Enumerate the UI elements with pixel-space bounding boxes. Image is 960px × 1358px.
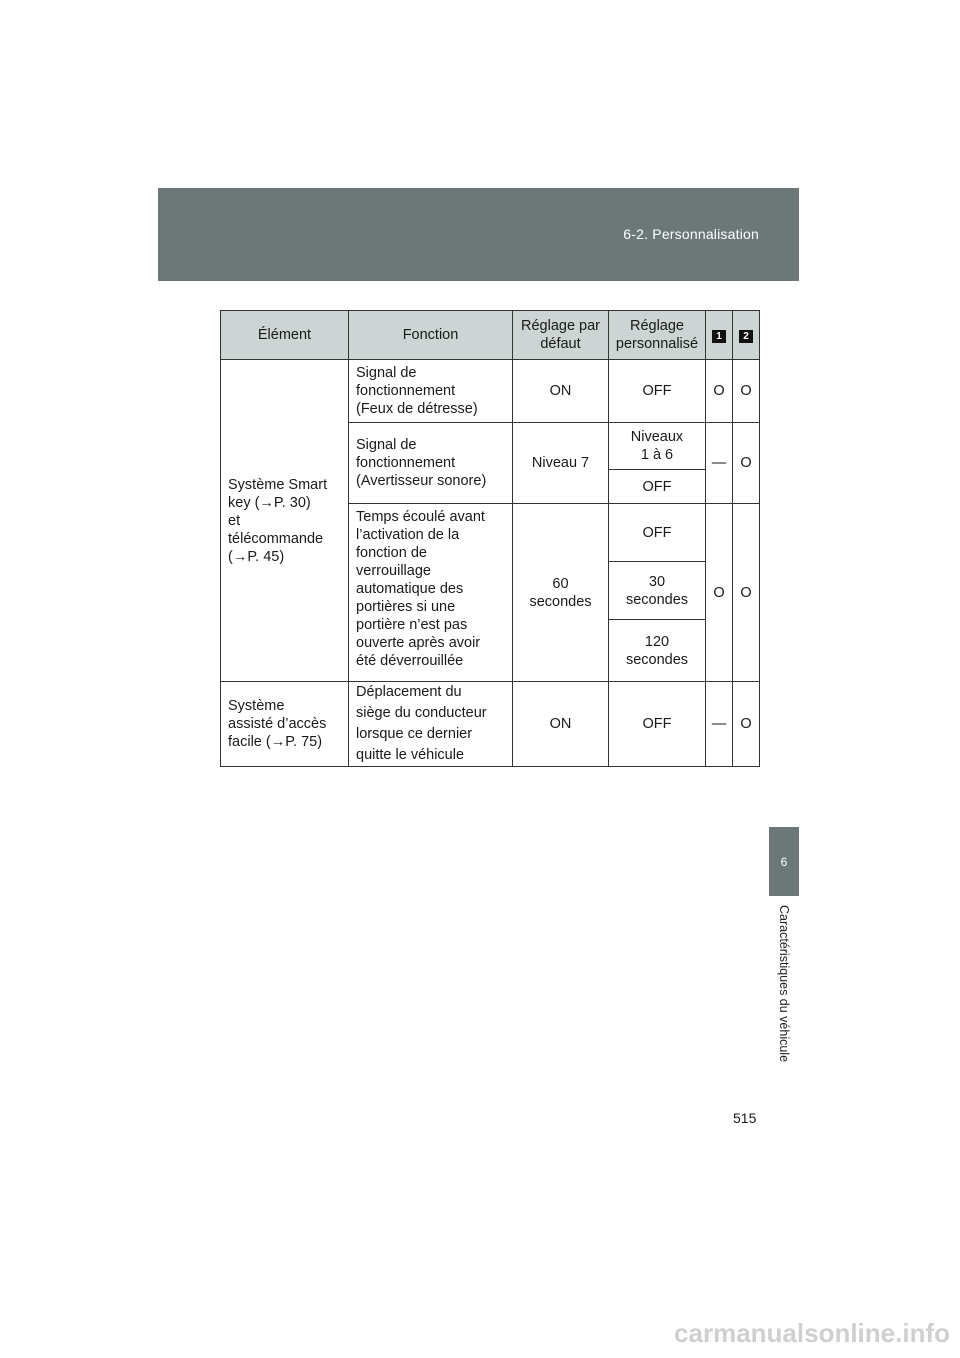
header-default-setting: Réglage par défaut [513, 311, 609, 360]
chapter-number: 6 [780, 854, 788, 869]
custom-cell: OFF [609, 470, 706, 504]
section-title: 6-2. Personnalisation [623, 226, 759, 242]
element-easy-access: Système assisté d’accès facile (→P. 75) [221, 682, 349, 767]
table-row [221, 360, 760, 423]
col1-cell: O [706, 504, 733, 682]
table-row [221, 682, 760, 767]
fonction-cell: Déplacement du siège du conducteur lorsque ce dernier quitte le véhicule [349, 682, 513, 767]
custom-cell: Niveaux 1 à 6 [609, 423, 706, 470]
header-element: Élément [221, 311, 349, 360]
col1-badge: 1 [712, 330, 726, 343]
custom-cell: OFF [609, 360, 706, 423]
col1-cell: — [706, 423, 733, 504]
custom-cell: 120 secondes [609, 620, 706, 682]
customization-table [220, 310, 760, 767]
watermark: carmanualsonline.info [674, 1318, 950, 1348]
custom-cell: OFF [609, 504, 706, 562]
default-cell: 60 secondes [513, 504, 609, 682]
custom-cell: 30 secondes [609, 562, 706, 620]
col2-cell: O [733, 682, 760, 767]
default-cell: ON [513, 360, 609, 423]
col2-cell: O [733, 504, 760, 682]
header-custom-setting: Réglage personnalisé [609, 311, 706, 360]
chapter-tab [769, 827, 799, 896]
chapter-label: Caractéristiques du véhicule [777, 905, 791, 1063]
col1-cell: — [706, 682, 733, 767]
col2-cell: O [733, 360, 760, 423]
element-smart-key: Système Smart key (→P. 30) et télécommande (→P. 45) [221, 360, 349, 682]
fonction-cell: Signal de fonctionnement (Avertisseur sonore) [349, 423, 513, 504]
col2-cell: O [733, 423, 760, 504]
header-band [158, 188, 799, 281]
default-cell: Niveau 7 [513, 423, 609, 504]
header-fonction: Fonction [349, 311, 513, 360]
fonction-cell: Signal de fonctionnement (Feux de détresse) [349, 360, 513, 423]
default-cell: ON [513, 682, 609, 767]
custom-cell: OFF [609, 682, 706, 767]
header-col1 [706, 311, 733, 360]
table-header-row [221, 311, 760, 360]
col2-badge: 2 [739, 330, 753, 343]
fonction-cell: Temps écoulé avant l’activation de la fonction de verrouillage automatique des portières si une portière n’est pas ouverte après avoir été déverrouillée [349, 504, 513, 682]
page-number: 515 [733, 1110, 757, 1126]
col1-cell: O [706, 360, 733, 423]
header-col2 [733, 311, 760, 360]
